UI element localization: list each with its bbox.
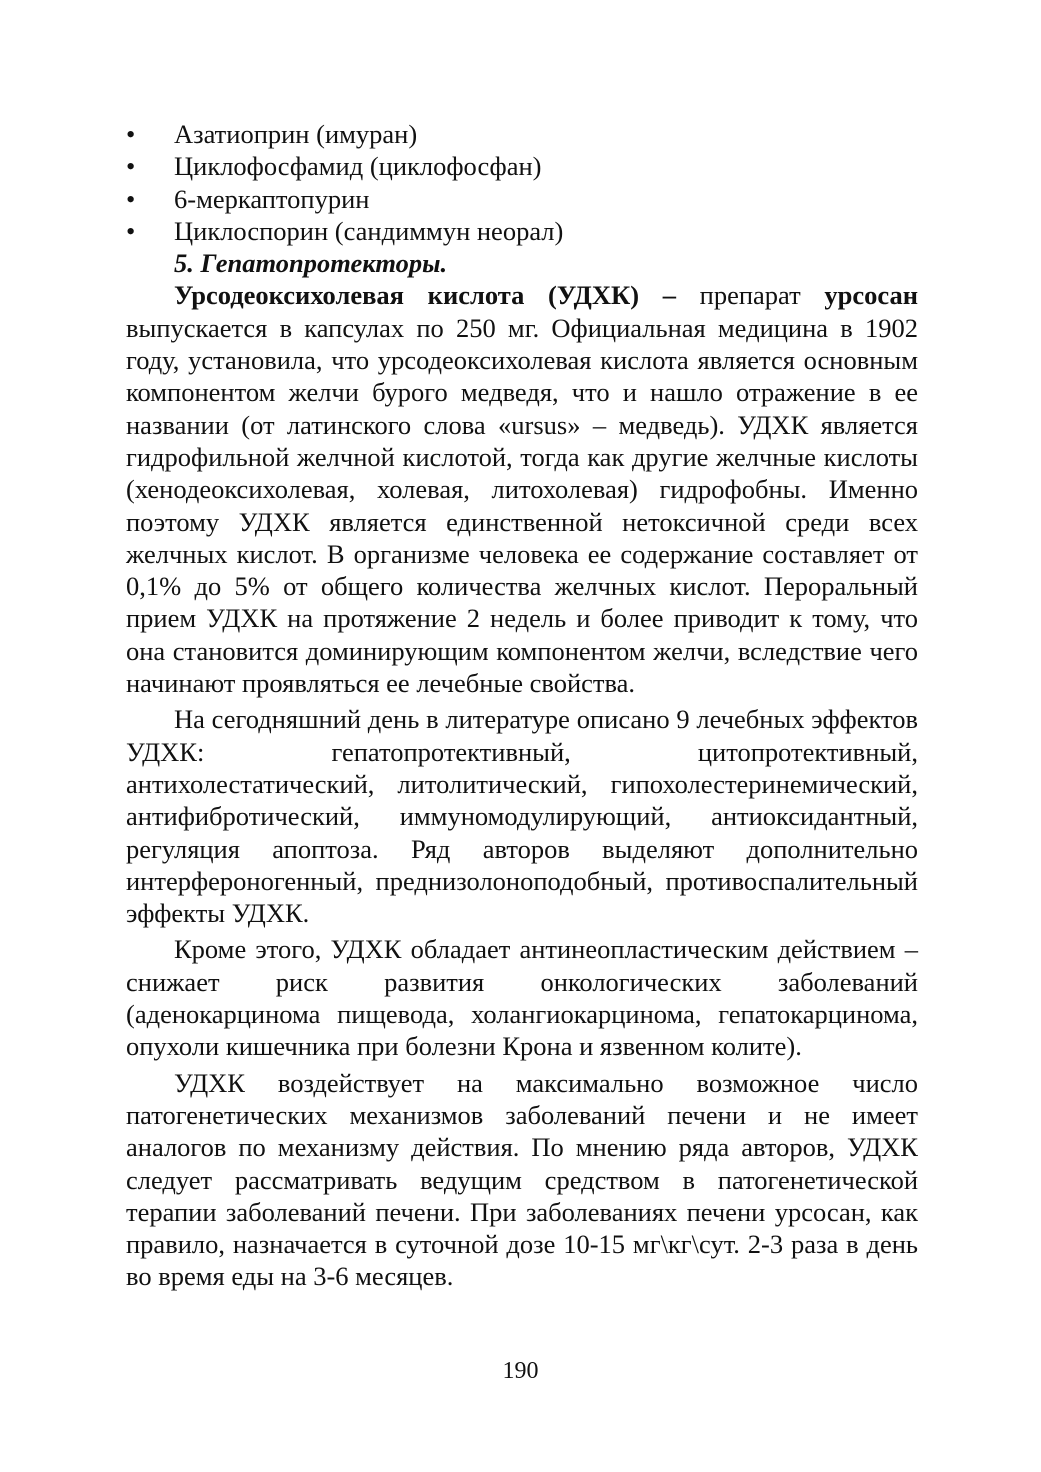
drug-name: урсосан	[824, 280, 918, 311]
list-item-text: Циклоспорин (сандиммун неорал)	[174, 215, 564, 246]
paragraph-therapy: УДХК воздействует на максимально возможное число патогенетических механизмов заболеваний печени и не имеет аналогов по механизму действия. По мнению ряда авторов, УДХК следует рассматривать ведущим средством в патогенетической терапии заболеваний печени. При заболеваниях печени урсосан, как правило, назначается в суточной дозе 10-15 мг\кг\сут. 2-3 раза в день во время еды на 3-6 месяцев.	[126, 1067, 918, 1292]
list-item	[126, 150, 918, 182]
page-body	[126, 118, 918, 1293]
bullet: •	[126, 119, 136, 149]
paragraph-text: выпускается в капсулах по 250 мг. Официальная медицина в 1902 году, установила, что урсодеоксихолевая кислота является основным компонентом желчи бурого медведя, что и нашло отражение в ее названии (от латинского слова «ursus» – медведь). УДХК является гидрофильной желчной кислотой, тогда как другие желчные кислоты (хенодеоксихолевая, холевая, литохолевая) гидрофобны. Именно поэтому УДХК является единственной нетоксичной среди всех желчных кислот. В организме человека ее содержание составляет от 0,1% до 5% от общего количества желчных кислот. Пероральный прием УДХК на протяжение 2 недель и более приводит к тому, что она становится доминирующим компонентом желчи, вследствие чего начинают проявляться ее лечебные свойства.	[126, 312, 918, 699]
list-item-text: 6-меркаптопурин	[174, 183, 370, 214]
bullet: •	[126, 215, 136, 246]
list-item-text: Азатиоприн (имуран)	[174, 119, 418, 149]
paragraph-antineoplastic: Кроме этого, УДХК обладает антинеопластическим действием – снижает риск развития онкологических заболеваний (аденокарцинома пищевода, холангиокарцинома, гепатокарцинома, опухоли кишечника при болезни Крона и язвенном колите).	[126, 934, 918, 1062]
list-item-text: Циклофосфамид (циклофосфан)	[174, 151, 542, 182]
paragraph-udca-intro	[126, 279, 918, 699]
page-number: 190	[502, 1358, 539, 1384]
udca-term: Урсодеоксихолевая кислота (УДХК) –	[174, 280, 676, 311]
list-item	[126, 118, 918, 150]
drug-list	[126, 118, 918, 247]
section-heading: 5. Гепатопротекторы.	[174, 248, 448, 279]
bullet: •	[126, 151, 136, 182]
bullet: •	[126, 183, 136, 214]
paragraph-text: препарат	[675, 280, 825, 311]
list-item	[126, 215, 918, 247]
list-item	[126, 183, 918, 215]
paragraph-effects: На сегодняшний день в литературе описано 9 лечебных эффектов УДХК: гепатопротективный, цитопротективный, антихолестатический, литолитический, гипохолестеринемический, антифибротический, иммуномодулирующий, антиоксидантный, регуляция апоптоза. Ряд авторов выделяют дополнительно интерфероногенный, преднизолоноподобный, противоспалительный эффекты УДХК.	[126, 704, 918, 929]
